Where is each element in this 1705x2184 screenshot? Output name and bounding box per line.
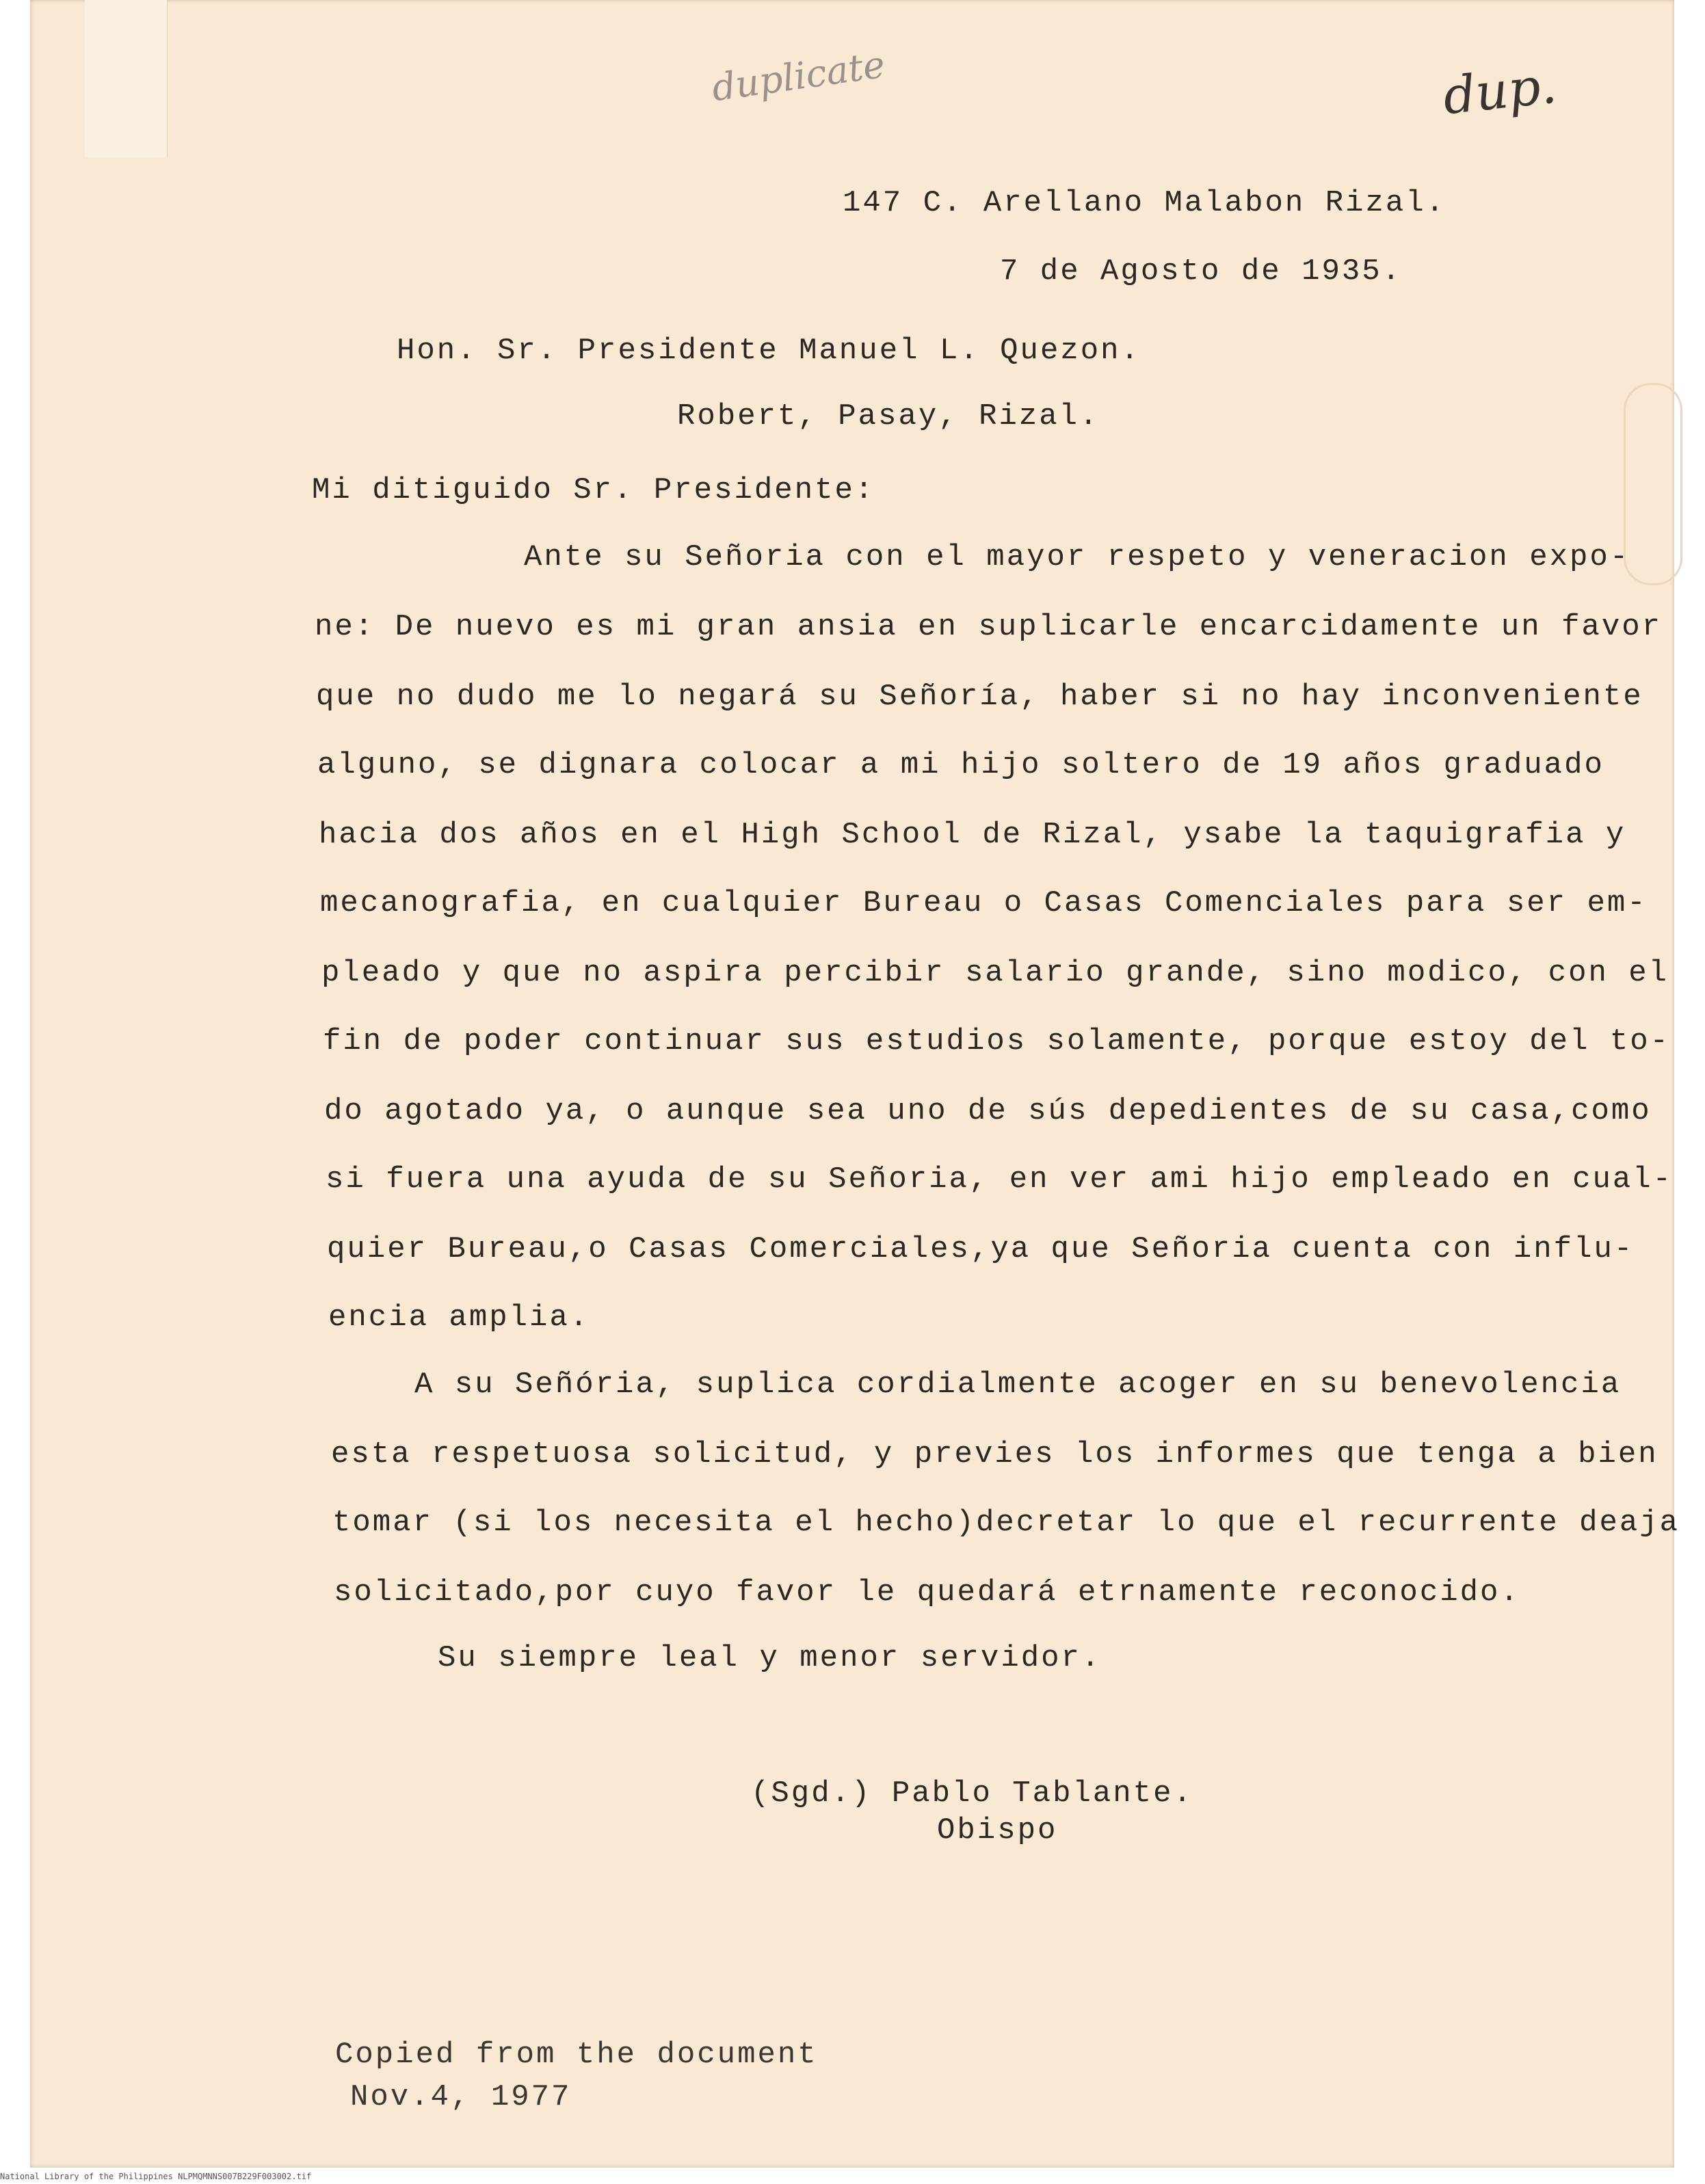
archive-label: National Library of the Philippines NLPMQMNNS007B229F003002.tif <box>0 2172 312 2181</box>
body-line: hacia dos años en el High School de Rizal, ysabe la taquigrafia y <box>319 818 1626 852</box>
sender-address: 147 C. Arellano Malabon Rizal. <box>843 186 1446 220</box>
copy-note-line1: Copied from the document <box>335 2038 818 2072</box>
body-line: tomar (si los necesita el hecho)decretar lo que el recurrente deaja <box>332 1506 1680 1540</box>
body-line: Su siempre leal y menor servidor. <box>438 1641 1102 1675</box>
paperclip-mark <box>1624 383 1682 585</box>
body-line: Ante su Señoria con el mayor respeto y veneracion expo- <box>524 540 1630 574</box>
ink-annotation: dup. <box>1440 55 1559 126</box>
body-line: A su Señória, suplica cordialmente acoger en su benevolencia <box>414 1368 1622 1402</box>
body-line: fin de poder continuar sus estudios solamente, porque estoy del to- <box>323 1024 1671 1058</box>
body-line: pleado y que no aspira percibir salario grande, sino modico, con el <box>321 956 1669 990</box>
body-line: si fuera una ayuda de su Señoria, en ver ami hijo empleado en cual- <box>326 1162 1674 1197</box>
tape-strip <box>85 0 168 157</box>
copy-note-line2: Nov.4, 1977 <box>350 2080 572 2114</box>
body-line: quier Bureau,o Casas Comerciales,ya que Señoria cuenta con influ- <box>327 1232 1635 1266</box>
body-line: alguno, se dignara colocar a mi hijo soltero de 19 años graduado <box>317 748 1604 782</box>
letter-date: 7 de Agosto de 1935. <box>1000 254 1403 289</box>
signature-name: (Sgd.) Pablo Tablante. <box>751 1776 1193 1811</box>
salutation: Mi ditiguido Sr. Presidente: <box>312 473 875 507</box>
pencil-annotation: duplicate <box>709 42 888 110</box>
body-line: mecanografia, en cualquier Bureau o Casas Comenciales para ser em- <box>320 886 1648 920</box>
body-line: solicitado,por cuyo favor le quedará etrnamente reconocido. <box>334 1575 1520 1610</box>
body-line: ne: De nuevo es mi gran ansia en suplicarle encarcidamente un favor <box>315 610 1663 644</box>
recipient-location: Robert, Pasay, Rizal. <box>677 399 1100 434</box>
body-line: que no dudo me lo negará su Señoría, haber si no hay inconveniente <box>316 680 1643 714</box>
letter-paper <box>30 0 1674 2168</box>
recipient-name: Hon. Sr. Presidente Manuel L. Quezon. <box>397 334 1141 368</box>
body-line: do agotado ya, o aunque sea uno de sús depedientes de su casa,como <box>324 1094 1652 1128</box>
body-line: esta respetuosa solicitud, y previes los informes que tenga a bien <box>331 1437 1658 1471</box>
signature-title: Obispo <box>937 1813 1058 1848</box>
body-line: encia amplia. <box>328 1301 590 1335</box>
